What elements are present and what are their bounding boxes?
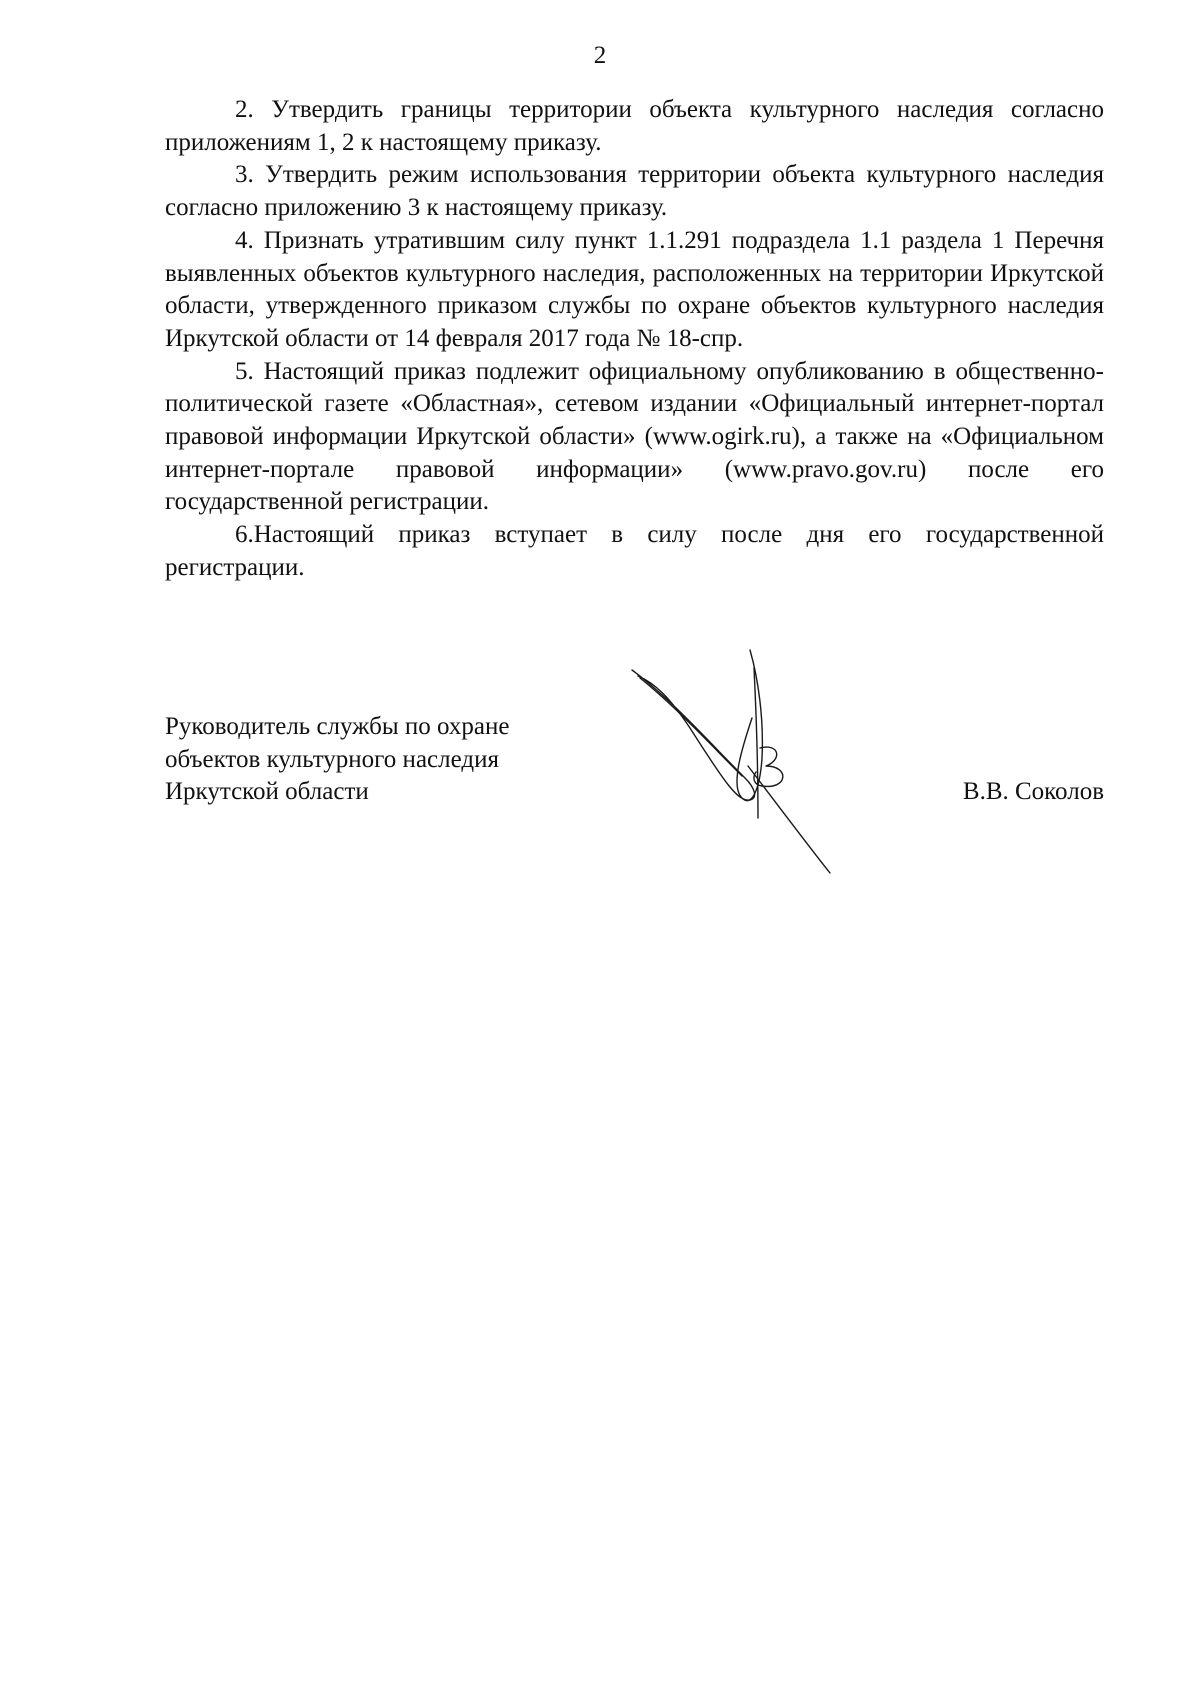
paragraph-item-2: 2. Утвердить границы территории объекта культурного наследия согласно приложениям 1, 2 к настоящему приказу. <box>165 96 1104 156</box>
paragraph-item-4: 4. Признать утратившим силу пункт 1.1.291 подраздела 1.1 раздела 1 Перечня выявленных объектов культурного наследия, расположенных на территории Иркутской области, утвержденного приказом службы по охране объектов культурного наследия Иркутской области от 14 февраля 2017 года № 18-спр. <box>165 226 1104 352</box>
paragraph-item-6: 6.Настоящий приказ вступает в силу после дня его государственной регистрации. <box>165 521 1104 581</box>
document-body <box>165 94 1104 585</box>
paragraph-item-5: 5. Настоящий приказ подлежит официальному опубликованию в общественно-политической газете «Областная», сетевом издании «Официальный интернет-портал правовой информации Иркутской области» (www.ogirk.ru), а также на «Официальном интернет-портале правовой информации» (www.pravo.gov.ru) после его государственной регистрации. <box>165 357 1104 516</box>
handwritten-signature <box>630 648 870 898</box>
signatory-position-line: объектов культурного наследия <box>165 745 499 773</box>
signatory-position-line: Иркутской области <box>165 778 369 806</box>
page-number: 2 <box>593 42 607 69</box>
signer-name: В.В. Соколов <box>962 778 1104 805</box>
paragraph-item-3: 3. Утвердить режим использования территории объекта культурного наследия согласно приложению 3 к настоящему приказу. <box>165 161 1104 222</box>
signatory-position-line: Руководитель службы по охране <box>165 713 510 740</box>
